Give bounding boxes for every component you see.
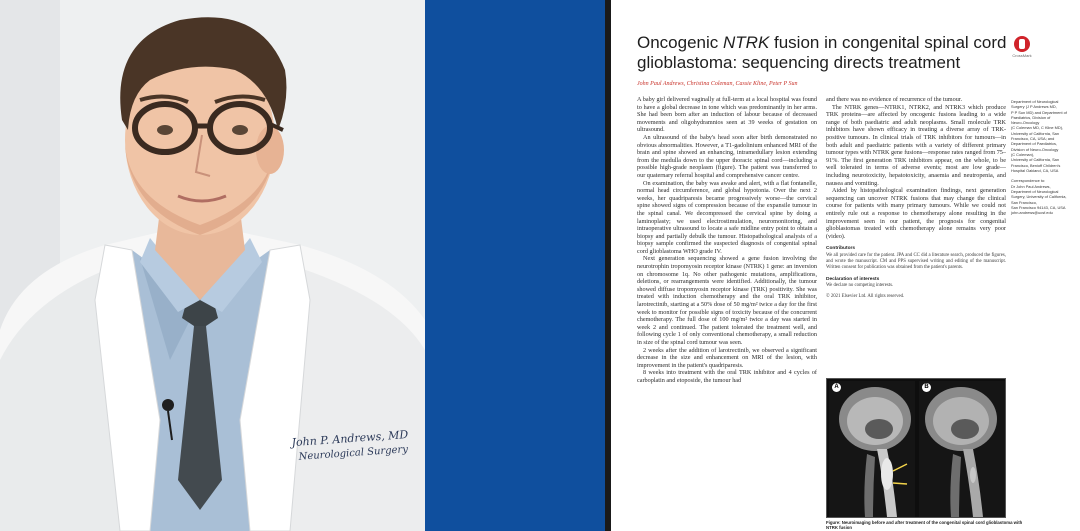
article-title — [637, 33, 1007, 73]
article-paragraph: Next generation sequencing showed a gene fusion involving the neurotrophin tropomyosin receptor kinase (NTRK) 1 gene: an inversion on chromosome 1q. No other pathogenic mutations, amplifications, deletions, or rearrangements were identified. Additionally, the tumour showed diffuse tropomyosin receptor kinase (TRK) positivity. She was treated with induction chemotherapy and the oral TRK inhibitor, larotrectinib, starting at a 50% dose of 50 mg/m² twice a day for the first week to monitor for possible signs of toxicity because of the concurrent chemotherapy. The full dose of 100 mg/m² twice a day was started in week 2 and continued. The patient tolerated the treatment well, and following cycle 1 of only conventional chemotherapy, a small reduction in size of the spinal cord tumour was seen. — [637, 255, 817, 346]
article-paragraph: 8 weeks into treatment with the oral TRK inhibitor and 4 cycles of carboplatin and etoposide, the tumour had — [637, 369, 817, 384]
mri-figure — [826, 378, 1006, 518]
title-text-end: fusion in congenital spinal cord glioblastoma: sequencing directs treatment — [637, 33, 1007, 72]
affiliation-line: San Francisco, — [1011, 199, 1037, 205]
affiliation-line: Neuro-Oncology — [1011, 120, 1040, 126]
crossmark-icon — [1014, 36, 1030, 52]
mri-images — [827, 379, 1006, 518]
interests-text: We declare no competing interests. — [826, 283, 894, 289]
article-paragraph: Aided by histopathological examination findings, next generation sequencing can uncover NTRK fusions that may change the clinical course for patients with many primary tumours. While we could not entirely rule out a response to chemotherapy alone resulting in the improvement seen in our patient, the prognosis for congenital glioblastomas treated with chemotherapy alone remains very poor (video). — [826, 187, 1006, 240]
article-paragraph: and there was no evidence of recurrence of the tumour. — [826, 96, 963, 103]
affiliation-line: (C Coleman), — [1011, 151, 1035, 157]
affiliation-line: Paediatrics, Division of — [1011, 114, 1051, 120]
affiliation-line: P P Sun MD) and Department of — [1011, 109, 1067, 115]
affiliations-sidebar — [1011, 99, 1077, 216]
blue-divider-band — [425, 0, 605, 531]
presenter-video[interactable] — [0, 0, 425, 531]
article-paragraph: The NTRK genes—NTRK1, NTRK2, and NTRK3 which produce TRK proteins—are affected by oncogenic fusions leading to a wide range of both paediatric and adult neoplasms. Small molecule TRK inhibitors have shown efficacy in treating a diverse array of TRK-positive tumours. In clinical trials of TRK inhibitors for tumours—in both adult and paediatric patients with a variety of different primary tumour types with NTRK gene fusions—response rates ranged from 75–91%. The first generation TRK inhibitors appear, on the whole, to be well tolerated in terms of adverse events; most are low grade—including neurotoxicity, hepatotoxicity, anaemia and neutropenia, and nausea and vomiting. — [826, 103, 1006, 187]
affiliation-line: Francisco, CA, USA; and — [1011, 136, 1055, 142]
affiliation-line: Surgery (J P Andrews MD, — [1011, 104, 1057, 110]
affiliation-line: Hospital Oakland, CA, USA — [1011, 167, 1059, 173]
affiliation-line: Dr John Paul Andrews, — [1011, 183, 1051, 189]
affiliation-line: Correspondence to: — [1011, 178, 1046, 184]
article-column-left — [637, 96, 817, 531]
affiliation-line: Department of Paediatrics, — [1011, 141, 1058, 147]
affiliation-line: john.andrews@ucsf.edu — [1011, 210, 1053, 216]
affiliation-line: Department of Neurological — [1011, 189, 1059, 195]
article-authors: John Paul Andrews, Christina Coleman, Cassie Kline, Peter P Sun — [637, 81, 798, 87]
copyright-line: © 2021 Elsevier Ltd. All rights reserved. — [826, 294, 905, 300]
journal-article-page — [611, 0, 1080, 531]
figure-panel-b-label: B — [922, 383, 931, 392]
affiliation-line: San Francisco 94143, CA, USA — [1011, 204, 1066, 210]
figure-panel-a-label: A — [832, 383, 841, 392]
affiliation-line: Division of Neuro-Oncology — [1011, 146, 1059, 152]
affiliation-line: Francisco, Benioff Children's — [1011, 162, 1061, 168]
article-paragraph: 2 weeks after the addition of larotrectinib, we observed a significant decrease in the size and enhancement on MRI of the lesion, with improvement in the patient's quadriparesis. — [637, 346, 817, 369]
crossmark-badge[interactable] — [1011, 36, 1033, 58]
article-paragraph: On examination, the baby was awake and alert, with a flat fontanelle, normal head circumference, and global hypotonia. Over the next 2 weeks, her quadriparesis became progressively worse—the cervical spine showed signs of compression because of the expansile tumour in the spinal canal. We decompressed the cervical spine by doing a laminoplasty; we used electrostimulation, neuromonitoring, and intraoperative ultrasound to locate a safe midline entry point to obtain a biopsy and partially debulk the tumour. Histopathological analysis of a biopsy sample confirmed the suspected diagnosis of congenital spinal cord glioblastoma WHO grade IV. — [637, 179, 817, 255]
affiliation-line: Surgery, University of California, — [1011, 194, 1067, 200]
contributors-text: We all provided care for the patient. JPA and CC did a literature search, produced the figures, and wrote the manuscript. CM and PPS supervised writing and editing of the manuscript. Written consent for publication was obtained from the patient's parents. — [826, 252, 1006, 270]
title-gene-name: NTRK — [723, 33, 770, 52]
article-column-right — [826, 96, 1006, 300]
coat-name: John P. Andrews, MD — [291, 428, 409, 450]
affiliation-line: University of California, San — [1011, 130, 1060, 136]
coat-department: Neurological Surgery — [298, 444, 409, 463]
crossmark-label: CrossMark — [1012, 53, 1032, 58]
affiliation-line: University of California, San — [1011, 157, 1060, 163]
article-paragraph: A baby girl delivered vaginally at full-term at a local hospital was found to have a global decrease in tone which was predominantly in her arms. She had been born after an induction of labour because of decreased movements and oligohydramnios seen at 39 weeks of gestation on ultrasound. — [637, 96, 817, 134]
affiliation-line: (C Coleman MD, C Kline MD), — [1011, 125, 1064, 131]
affiliation-line: Department of Neurological — [1011, 99, 1059, 104]
article-paragraph: An ultrasound of the baby's head soon after birth demonstrated no obvious abnormalities. However, a T1-gadolinium enhanced MRI of the brain and spine showed an enhancing, intramedullary lesion extending from the medulla down to the upper thoracic spinal cord—including a possible high-grade neoplasm (figure). The patient was transferred to our quaternary referral hospital and comprehensive cancer centre. — [637, 133, 817, 179]
contributors-heading: Contributors — [826, 246, 856, 252]
interests-heading: Declaration of interests — [826, 276, 880, 282]
title-text-start: Oncogenic — [637, 33, 723, 52]
figure-caption: Figure: Neuroimaging before and after treatment of the congenital spinal cord glioblastoma with NTRK fusion — [826, 520, 1023, 530]
